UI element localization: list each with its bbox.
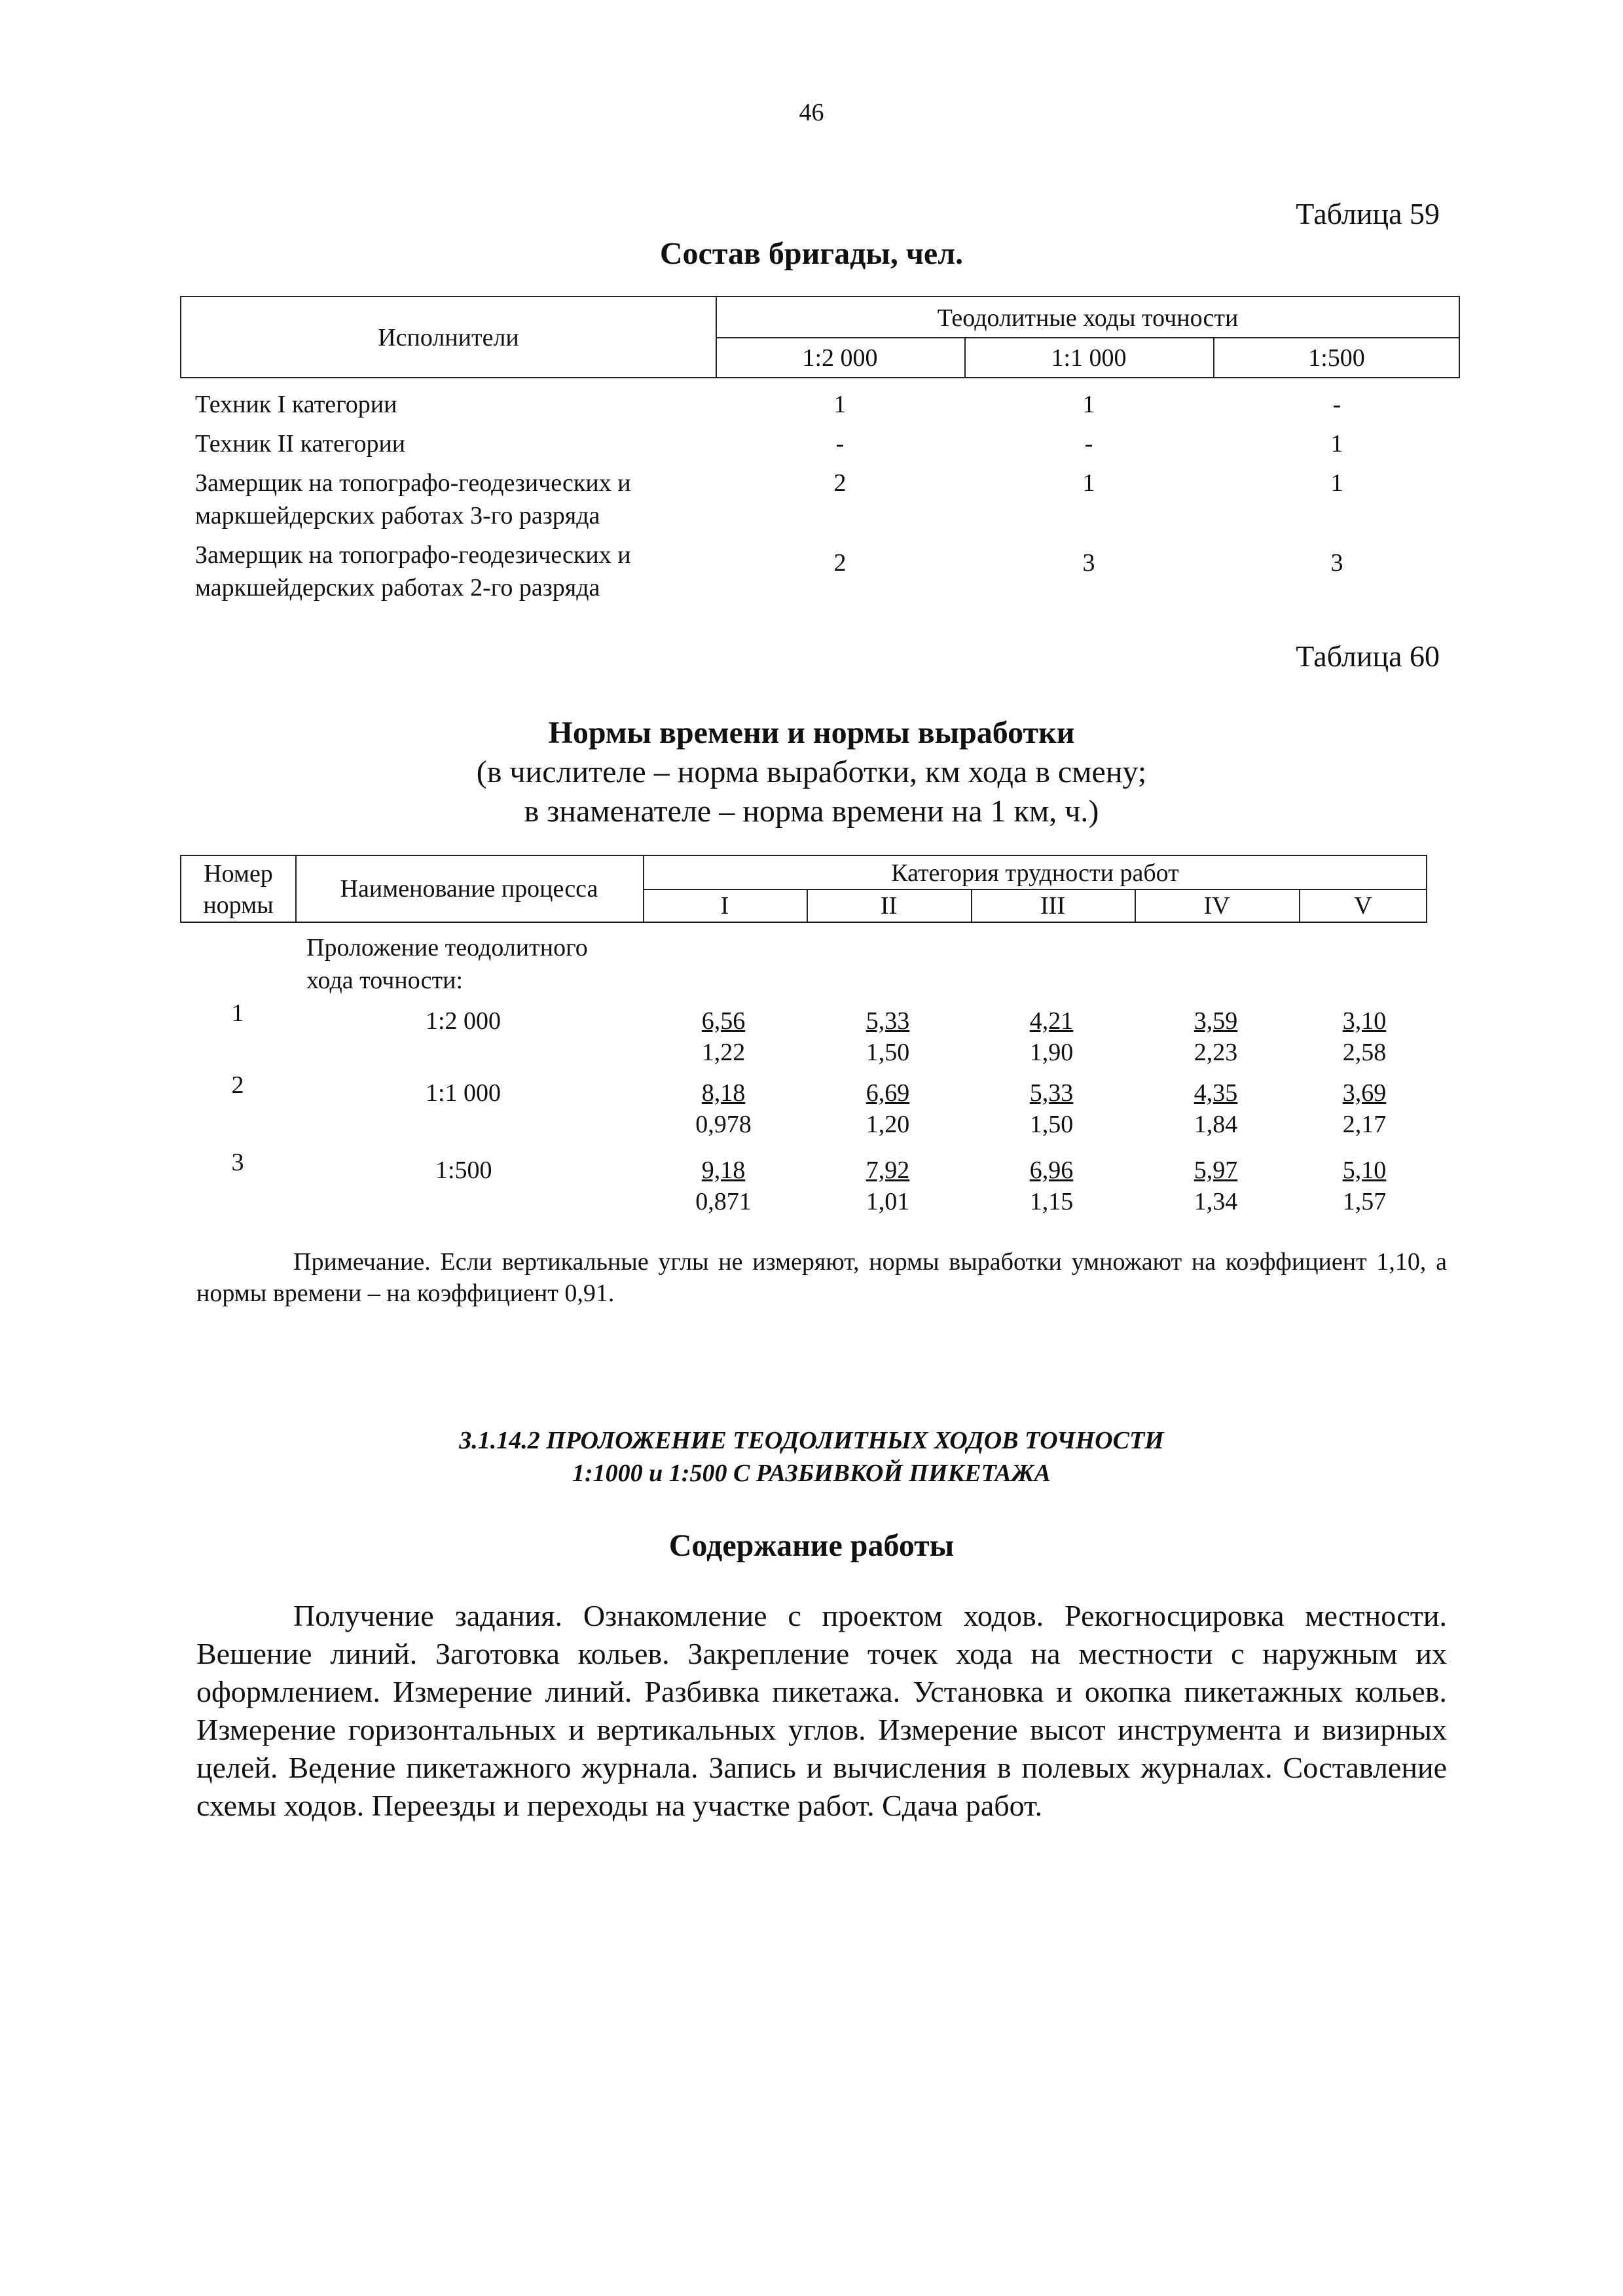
table60-header-group: Категория трудности работ	[891, 859, 1179, 887]
table60-norm-number: 1	[231, 999, 244, 1027]
table59-title: Состав бригады, чел.	[659, 236, 964, 271]
table59-row-label: Техник II категории	[195, 430, 406, 457]
table60-col-II: II	[880, 892, 898, 920]
table60-cell: $\frac{7,92}{1,01}$	[866, 1157, 910, 1215]
table60-cell: $\frac{5,33}{1,50}$	[1029, 1079, 1074, 1138]
table60-cell: $\frac{5,10}{1,57}$	[1342, 1157, 1387, 1215]
table59-value: 2	[833, 469, 847, 497]
section-heading: 3.1.14.2 ПРОЛОЖЕНИЕ ТЕОДОЛИТНЫХ ХОДОВ ТОЧНОСТИ	[459, 1427, 1164, 1454]
table59-value: 1	[1082, 391, 1095, 418]
table60-col-I: I	[720, 892, 729, 920]
table60-subtitle: в знаменателе – норма времени на 1 км, ч.)	[524, 794, 1099, 829]
table60-cell: $\frac{5,97}{1,34}$	[1194, 1157, 1238, 1215]
table60-cell: $\frac{6,96}{1,15}$	[1029, 1157, 1074, 1215]
table60-label: Таблица 60	[1296, 639, 1440, 673]
table59-col-3: 1:500	[1308, 344, 1365, 372]
table60-col-III: III	[1040, 892, 1065, 920]
table60-note: Примечание. Если вертикальные углы не измеряют, нормы выработки умножают на коэффициент 1,10, а нормы времени – на коэффициент 0,91.	[196, 1248, 1447, 1307]
table60-cell: $\frac{4,21}{1,90}$	[1029, 1007, 1074, 1066]
table59-value: -	[835, 430, 845, 457]
table60-header-number-cont: нормы	[203, 891, 274, 919]
table60-cell: $\frac{3,59}{2,23}$	[1194, 1007, 1238, 1066]
table60-cell: $\frac{8,18}{0,978}$	[695, 1079, 752, 1138]
table60-process-name: 1:500	[435, 1157, 492, 1184]
content-title: Содержание работы	[668, 1528, 955, 1563]
table59-header-group: Теодолитные ходы точности	[937, 304, 1239, 332]
table60-title: Нормы времени и нормы выработки	[548, 715, 1075, 750]
table59-value: -	[1332, 391, 1341, 418]
table60-process-title-cont: хода точности:	[306, 967, 464, 994]
table59-header	[180, 296, 1460, 378]
table60-process-title: Проложение теодолитного	[306, 934, 588, 961]
table60-col-V: V	[1354, 892, 1372, 920]
table60-header-number: Номер	[204, 860, 273, 888]
table59-row-label: Замерщик на топографо-геодезических и	[195, 469, 631, 497]
page-number: 46	[799, 99, 824, 126]
content-text: Получение задания. Ознакомление с проектом ходов. Рекогносцировка местности. Вешение линий. Заготовка кольев. Закрепление точек хода на местности с наружным их оформлением. Измерение линий. Разбивка пикетажа. Установка и окопка пикетажных кольев. Измерение горизонтальных и вертикальных углов. Измерение высот инструмента и визирных целей. Ведение пикетажного журнала. Запись и вычисления в полевых журналах. Составление схемы ходов. Переезды и переходы на участке работ. Сдача работ.	[196, 1599, 1447, 1822]
table59-row-label: Техник I категории	[195, 391, 397, 418]
table59-value: 1	[1082, 469, 1095, 497]
table60-process-name: 1:2 000	[426, 1007, 501, 1035]
table60-col-IV: IV	[1203, 892, 1230, 920]
table60-cell: $\frac{6,69}{1,20}$	[866, 1079, 910, 1138]
table59-row-label-cont: маркшейдерских работах 2-го разряда	[195, 574, 600, 601]
table59-label: Таблица 59	[1296, 197, 1440, 230]
table59-value: -	[1084, 430, 1093, 457]
table59-value: 3	[1330, 549, 1343, 577]
table60-cell: $\frac{3,69}{2,17}$	[1342, 1079, 1387, 1138]
table59-value: 1	[833, 391, 847, 418]
table59-value: 2	[833, 549, 847, 577]
table60-header	[180, 855, 1427, 923]
table60-cell: $\frac{5,33}{1,50}$	[866, 1007, 910, 1066]
table60-cell: $\frac{6,56}{1,22}$	[701, 1007, 746, 1066]
table59-row-label-cont: маркшейдерских работах 3-го разряда	[195, 502, 600, 529]
table60-header-process: Наименование процесса	[340, 875, 598, 903]
table59-value: 3	[1082, 549, 1095, 577]
table59-col-2: 1:1 000	[1051, 344, 1127, 372]
table59-header-performers: Исполнители	[378, 324, 519, 351]
table60-cell: $\frac{9,18}{0,871}$	[695, 1157, 752, 1215]
table60-cell: $\frac{4,35}{1,84}$	[1194, 1079, 1238, 1138]
section-heading-cont: 1:1000 и 1:500 С РАЗБИВКОЙ ПИКЕТАЖА	[572, 1460, 1051, 1487]
table59-value: 1	[1330, 469, 1343, 497]
table60-process-name: 1:1 000	[426, 1079, 501, 1107]
table59-value: 1	[1330, 430, 1343, 457]
table59-col-1: 1:2 000	[802, 344, 878, 372]
table60-norm-number: 3	[231, 1149, 244, 1176]
table60-norm-number: 2	[231, 1071, 244, 1099]
table59-row-label: Замерщик на топографо-геодезических и	[195, 541, 631, 569]
table60-subtitle: (в числителе – норма выработки, км хода в смену;	[476, 755, 1147, 789]
table60-cell: $\frac{3,10}{2,58}$	[1342, 1007, 1387, 1066]
